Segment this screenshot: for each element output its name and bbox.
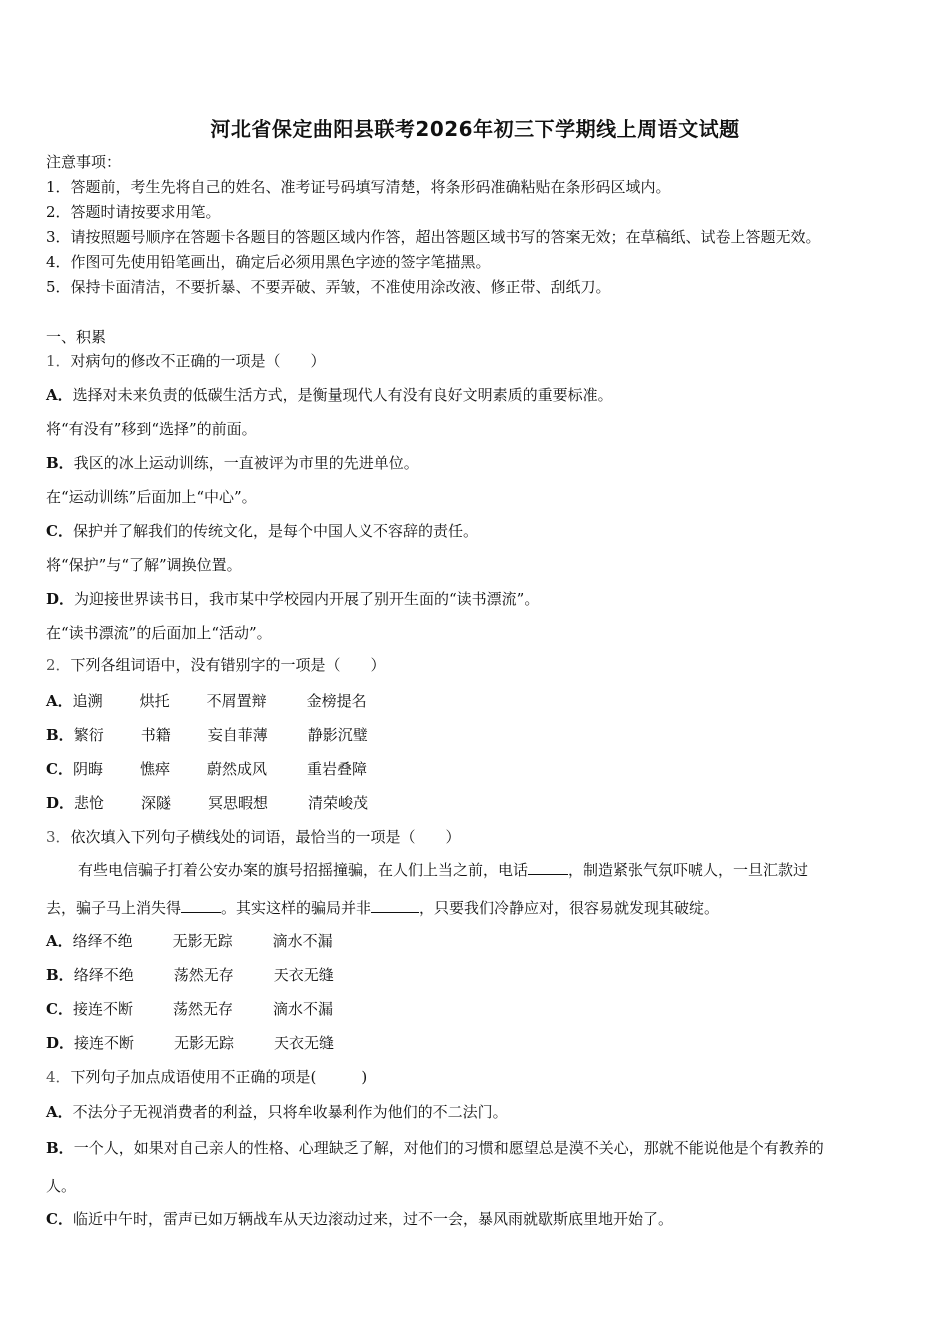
- fill-blank: [181, 898, 221, 913]
- question-number: 4．: [46, 1068, 71, 1086]
- option-text: 保护并了解我们的传统文化，是每个中国人义不容辞的责任。: [72, 522, 478, 540]
- passage-text: 有些电信骗子打着公安办案的旗号招摇撞骗，在人们上当之前，电话: [78, 861, 529, 879]
- note-item: 3．请按照题号顺序在答题卡各题目的答题区域内作答，超出答题区域书写的答案无效；在草稿纸、试卷上答题无效。: [46, 228, 821, 246]
- question-3-passage-line-2: [46, 898, 719, 918]
- option-word: 清荣峻茂: [308, 794, 369, 812]
- option-label: A．: [46, 1103, 73, 1121]
- question-1-option-c: [46, 521, 478, 541]
- option-word: 络绎不绝: [73, 966, 134, 984]
- question-3-passage-line-1: [78, 860, 808, 880]
- question-2-option-a: [46, 691, 367, 711]
- option-word: 金榜提名: [306, 692, 367, 710]
- option-label: C．: [46, 760, 73, 778]
- option-word: 憔瘁: [139, 760, 170, 778]
- option-word: 悲怆: [74, 794, 105, 812]
- option-label: C．: [46, 522, 73, 540]
- option-word: 书籍: [140, 726, 171, 744]
- question-2-option-c: [46, 759, 367, 779]
- note-item: 5．保持卡面清洁，不要折暴、不要弄破、弄皱，不准使用涂改液、修正带、刮纸刀。: [46, 278, 611, 296]
- question-4-stem: [46, 1067, 367, 1087]
- option-word: 荡然无存: [173, 966, 234, 984]
- question-text: 下列句子加点成语使用不正确的项是( ): [70, 1068, 368, 1086]
- question-1-stem: [46, 351, 326, 371]
- question-1-fix-b: 在“运动训练”后面加上“中心”。: [46, 488, 257, 506]
- option-word: 天衣无缝: [274, 1034, 335, 1052]
- option-word: 阴晦: [72, 760, 103, 778]
- option-word: 滴水不漏: [272, 1000, 333, 1018]
- section-heading: 一、积累: [46, 328, 107, 346]
- option-word: 接连不断: [72, 1000, 133, 1018]
- option-text: 临近中午时，雷声已如万辆战车从天边滚动过来，过不一会，暴风雨就歇斯底里地开始了。: [72, 1210, 673, 1228]
- question-3-stem: [46, 827, 461, 847]
- option-label: C．: [46, 1000, 73, 1018]
- question-number: 2．: [46, 656, 71, 674]
- question-3-option-a: [46, 931, 333, 951]
- question-number: 3．: [46, 828, 71, 846]
- option-word: 妄自菲薄: [207, 726, 268, 744]
- note-item: 4．作图可先使用铅笔画出，确定后必须用黑色字迹的签字笔描黑。: [46, 253, 491, 271]
- option-word: 深隧: [141, 794, 172, 812]
- question-2-option-d: [46, 793, 368, 813]
- option-label: B．: [46, 726, 74, 744]
- question-4-option-b-cont: 人。: [46, 1177, 77, 1195]
- option-text: 为迎接世界读书日，我市某中学校园内开展了别开生面的“读书漂流”。: [74, 590, 540, 608]
- option-text: 选择对未来负责的低碳生活方式，是衡量现代人有没有良好文明素质的重要标准。: [72, 386, 613, 404]
- option-label: A．: [46, 932, 73, 950]
- option-word: 滴水不漏: [272, 932, 333, 950]
- option-text: 一个人，如果对自己亲人的性格、心理缺乏了解，对他们的习惯和愿望总是漠不关心，那就不能说他是个有教养的: [73, 1139, 824, 1157]
- question-1-fix-d: 在“读书漂流”的后面加上“活动”。: [46, 624, 272, 642]
- option-label: A．: [46, 386, 73, 404]
- question-text: 下列各组词语中，没有错别字的一项是（ ）: [70, 656, 386, 674]
- option-word: 静影沉璧: [307, 726, 368, 744]
- option-label: D．: [46, 1034, 75, 1052]
- question-4-option-b: [46, 1138, 824, 1158]
- question-1-option-b: [46, 453, 419, 473]
- fill-blank: [528, 860, 568, 875]
- option-word: 追溯: [72, 692, 103, 710]
- option-word: 荡然无存: [172, 1000, 233, 1018]
- option-label: D．: [46, 794, 75, 812]
- option-word: 天衣无缝: [273, 966, 334, 984]
- notes-heading: 注意事项：: [46, 153, 122, 171]
- option-word: 接连不断: [74, 1034, 135, 1052]
- option-word: 不屑置辩: [206, 692, 267, 710]
- option-word: 蔚然成风: [206, 760, 267, 778]
- question-2-stem: [46, 655, 386, 675]
- option-label: B．: [46, 966, 74, 984]
- option-word: 繁衍: [73, 726, 104, 744]
- question-1-fix-c: 将“保护”与“了解”调换位置。: [46, 556, 242, 574]
- question-3-option-d: [46, 1033, 334, 1053]
- option-label: B．: [46, 454, 74, 472]
- option-word: 冥思暇想: [208, 794, 269, 812]
- option-label: A．: [46, 692, 73, 710]
- fill-blank: [371, 898, 419, 913]
- question-text: 对病句的修改不正确的一项是（ ）: [70, 352, 326, 370]
- question-1-fix-a: 将“有没有”移到“选择”的前面。: [46, 420, 257, 438]
- option-label: B．: [46, 1139, 74, 1157]
- question-3-option-b: [46, 965, 334, 985]
- option-label: D．: [46, 590, 75, 608]
- note-item: 1．答题前，考生先将自己的姓名、准考证号码填写清楚，将条形码准确粘贴在条形码区域内。: [46, 178, 671, 196]
- question-1-option-a: [46, 385, 613, 405]
- passage-text: ，制造紧张气氛吓唬人，一旦汇款过: [568, 861, 809, 879]
- option-label: C．: [46, 1210, 73, 1228]
- option-word: 络绎不绝: [72, 932, 133, 950]
- question-1-option-d: [46, 589, 539, 609]
- option-word: 无影无踪: [172, 932, 233, 950]
- question-text: 依次填入下列句子横线处的词语，最恰当的一项是（ ）: [70, 828, 461, 846]
- passage-text: 去，骗子马上消失得: [46, 899, 182, 917]
- question-4-option-c: [46, 1209, 673, 1229]
- question-number: 1．: [46, 352, 71, 370]
- option-word: 无影无踪: [174, 1034, 235, 1052]
- option-word: 重岩叠障: [306, 760, 367, 778]
- page-title: 河北省保定曲阳县联考2026年初三下学期线上周语文试题: [210, 117, 740, 141]
- passage-text: 。其实这样的骗局并非: [221, 899, 372, 917]
- option-word: 烘托: [139, 692, 170, 710]
- passage-text: ，只要我们冷静应对，很容易就发现其破绽。: [419, 899, 720, 917]
- note-item: 2．答题时请按要求用笔。: [46, 203, 221, 221]
- question-2-option-b: [46, 725, 368, 745]
- option-text: 不法分子无视消费者的利益，只将牟收暴利作为他们的不二法门。: [72, 1103, 508, 1121]
- option-text: 我区的冰上运动训练，一直被评为市里的先进单位。: [73, 454, 419, 472]
- question-3-option-c: [46, 999, 333, 1019]
- question-4-option-a: [46, 1102, 508, 1122]
